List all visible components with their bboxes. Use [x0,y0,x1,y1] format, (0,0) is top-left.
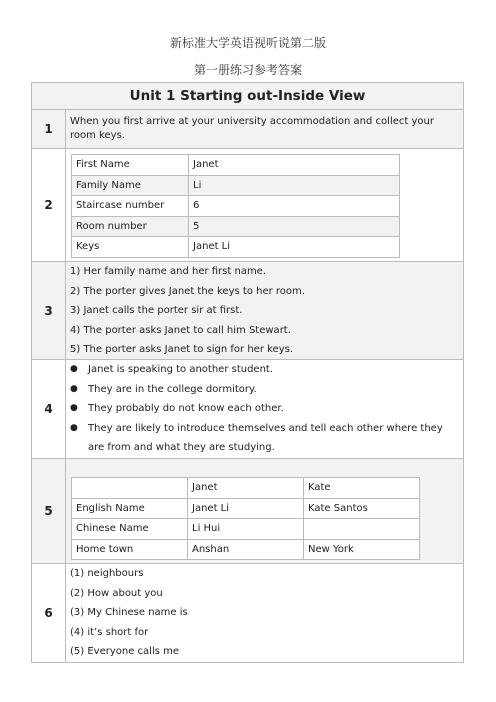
row-number: 5 [32,459,66,563]
answer-row-5 [32,458,463,563]
list-item: 5) The porter asks Janet to sign for her keys. [70,344,294,355]
list-item: 3) Janet calls the porter sir at first. [70,305,243,316]
list-item: (2) How about you [70,587,163,599]
table-row: Family Name Li [72,175,400,196]
list-item: (3) My Chinese name is [70,607,188,618]
bullet-icon: ● [70,422,78,433]
list-item: (4) it’s short for [70,626,149,638]
unit-title: Unit 1 Starting out-Inside View [32,83,463,109]
bullet-icon: ● [70,403,78,413]
row-number: 2 [32,149,66,261]
list-item: ● They probably do not know each other. [70,399,459,419]
list-item: 4) The porter asks Janet to call him Stewart. [70,324,291,336]
list-item: ● They are likely to introduce themselves and tell each other where they are from and what they are studying. [70,419,459,458]
table-row: First Name Janet [72,155,400,176]
table-row: Room number 5 [72,216,400,237]
answer-row-4 [32,359,463,458]
answer-row-6 [32,563,463,662]
list-item: 2) The porter gives Janet the keys to her room. [70,285,305,297]
answer-row-2 [32,148,463,261]
document-title: 新标准大学英语视听说第二版 [169,36,326,50]
registration-table [71,154,400,258]
row-number: 6 [32,564,66,662]
bullet-icon: ● [70,383,78,394]
table-row: Chinese Name Li Hui [72,519,420,540]
list-item: (1) neighbours [70,568,144,579]
row-number: 4 [32,360,66,458]
row-number: 1 [32,110,66,148]
document-subtitle: 第一册练习参考答案 [193,63,302,77]
table-row: Home town Anshan New York [72,539,420,560]
table-row: Janet Kate [72,478,420,499]
list-item: ● They are in the college dormitory. [70,380,459,400]
table-row: Keys Janet Li [72,237,400,258]
names-table [71,477,420,560]
answer-row-1 [32,109,463,148]
list-item: ● Janet is speaking to another student. [70,360,459,380]
row-number: 3 [32,262,66,359]
table-row: Staircase number 6 [72,196,400,217]
answer-text: When you first arrive at your university accommodation and collect your room keys. [70,116,434,141]
answer-row-3 [32,261,463,359]
bullet-icon: ● [70,364,78,374]
list-item: 1) Her family name and her first name. [70,266,267,277]
answer-table [31,82,464,663]
list-item: (5) Everyone calls me [70,646,180,657]
table-row: English Name Janet Li Kate Santos [72,498,420,519]
